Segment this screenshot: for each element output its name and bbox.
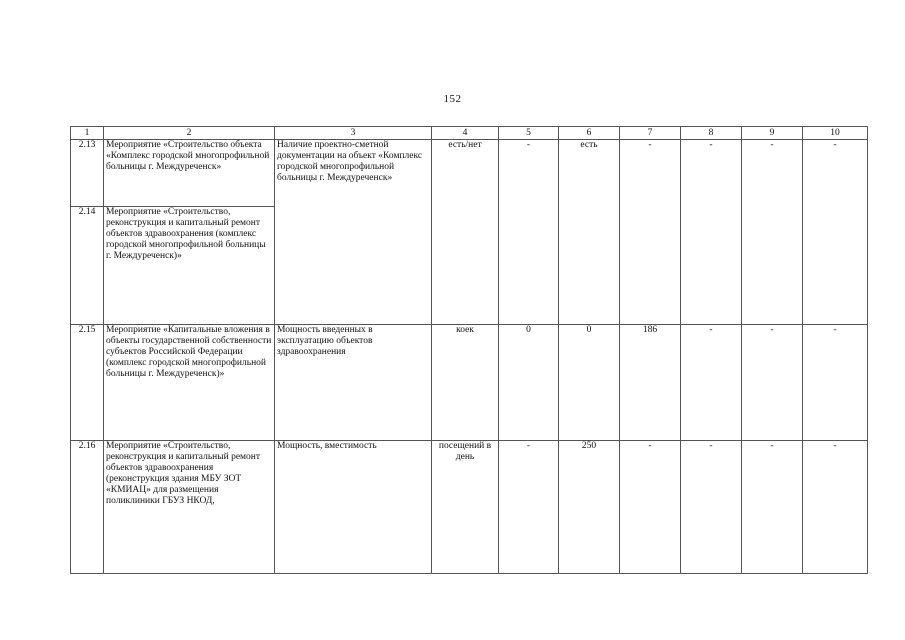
value-cell: 0 <box>559 325 620 441</box>
value-cell: 0 <box>499 325 559 441</box>
column-header: 4 <box>432 127 499 140</box>
table-row <box>71 140 868 207</box>
value-cell: 186 <box>620 325 681 441</box>
value-cell: - <box>803 140 868 325</box>
value-cell: - <box>620 140 681 325</box>
row-number: 2.16 <box>71 441 104 574</box>
row-number: 2.13 <box>71 140 104 207</box>
value-cell: есть <box>559 140 620 325</box>
page-number: 152 <box>443 93 462 105</box>
column-header: 6 <box>559 127 620 140</box>
value-cell: - <box>499 441 559 574</box>
value-cell: - <box>742 325 803 441</box>
row-number: 2.15 <box>71 325 104 441</box>
indicator-cell: Мощность введенных в эксплуатацию объектов здравоохранения <box>275 325 432 441</box>
value-cell: - <box>681 325 742 441</box>
table-row <box>71 325 868 441</box>
unit-cell: коек <box>432 325 499 441</box>
value-cell: - <box>803 325 868 441</box>
event-cell: Мероприятие «Строительство объекта «Комплекс городской многопрофильной больницы г. Междуреченск» <box>104 140 275 207</box>
column-header: 7 <box>620 127 681 140</box>
value-cell: - <box>681 441 742 574</box>
column-header: 2 <box>104 127 275 140</box>
value-cell: - <box>499 140 559 325</box>
unit-cell: посещений в день <box>432 441 499 574</box>
column-header: 1 <box>71 127 104 140</box>
column-header: 9 <box>742 127 803 140</box>
value-cell: - <box>742 140 803 325</box>
value-cell: - <box>742 441 803 574</box>
value-cell: - <box>681 140 742 325</box>
row-number: 2.14 <box>71 207 104 325</box>
indicator-cell: Мощность, вместимость <box>275 441 432 574</box>
event-cell: Мероприятие «Строительство, реконструкция и капитальный ремонт объектов здравоохранения (комплекс городской многопрофильной больницы г. Междуреченск)» <box>104 207 275 325</box>
unit-cell: есть/нет <box>432 140 499 325</box>
event-cell: Мероприятие «Капитальные вложения в объекты государственной собственности субъектов Российской Федерации (комплекс городской многопрофильной больницы г. Междуреченск)» <box>104 325 275 441</box>
column-header: 10 <box>803 127 868 140</box>
column-header: 3 <box>275 127 432 140</box>
indicators-table <box>70 126 868 574</box>
value-cell: - <box>620 441 681 574</box>
value-cell: 250 <box>559 441 620 574</box>
table-row <box>71 441 868 574</box>
column-header: 8 <box>681 127 742 140</box>
event-cell: Мероприятие «Строительство, реконструкция и капитальный ремонт объектов здравоохранения (реконструкция здания МБУ ЗОТ «КМИАЦ» для размещения поликлиники ГБУЗ НКОД, <box>104 441 275 574</box>
column-header: 5 <box>499 127 559 140</box>
table-header-row <box>71 127 868 140</box>
indicator-cell: Наличие проектно-сметной документации на объект «Комплекс городской многопрофильной больницы г. Междуреченск» <box>275 140 432 325</box>
value-cell: - <box>803 441 868 574</box>
